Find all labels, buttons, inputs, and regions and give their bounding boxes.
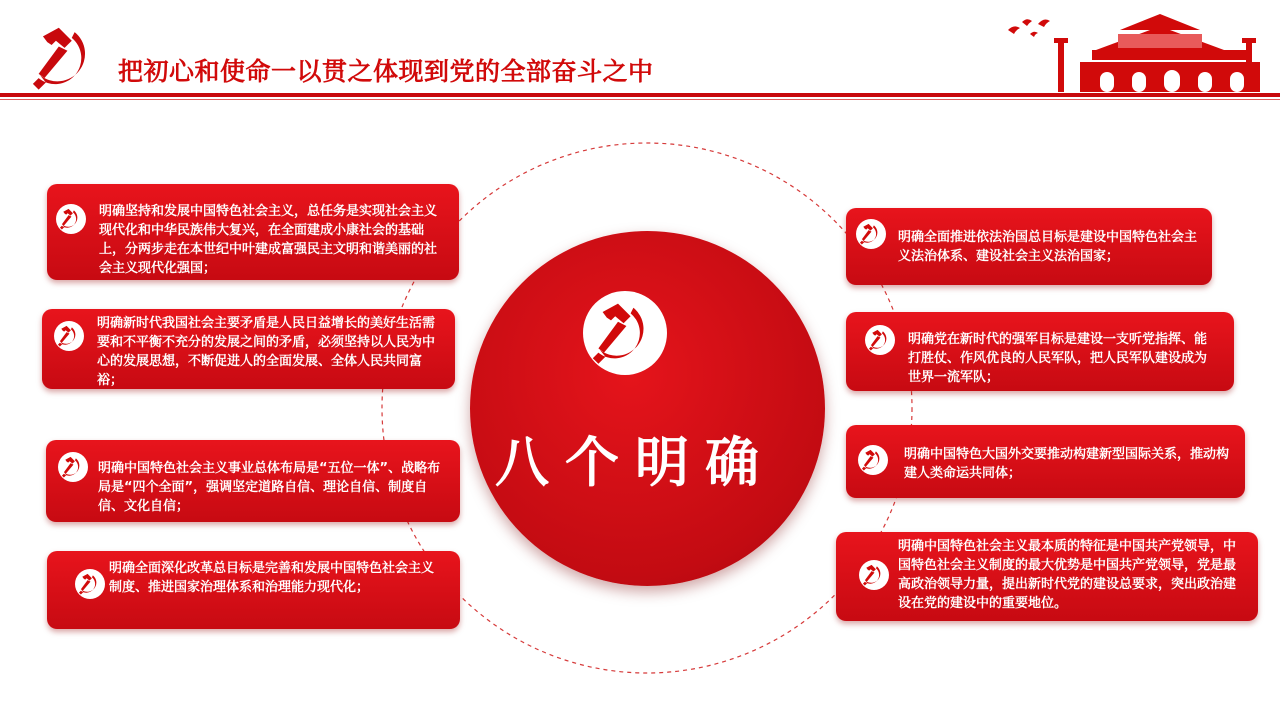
hammer-sickle-icon <box>59 207 83 231</box>
hammer-sickle-icon <box>61 455 85 479</box>
card-text: 明确中国特色社会主义最本质的特征是中国共产党领导，中国特色社会主义制度的最大优势是中国共产党领导，党是最高政治领导力量，提出新时代党的建设总要求，突出政治建设在党的建设中的重要地位。 <box>898 539 1237 611</box>
header-divider-thin <box>0 99 1280 100</box>
hammer-sickle-icon <box>78 572 102 596</box>
card-6 <box>846 312 1234 391</box>
card-text: 明确全面推进依法治国总目标是建设中国特色社会主义法治体系、建设社会主义法治国家； <box>898 230 1198 264</box>
card-text: 明确全面深化改革总目标是完善和发展中国特色社会主义制度、推进国家治理体系和治理能力现代化； <box>109 561 435 595</box>
page-title: 把初心和使命一以贯之体现到党的全部奋斗之中 <box>118 57 654 86</box>
tiananmen-icon <box>1000 0 1280 95</box>
card-text: 明确党在新时代的强军目标是建设一支听党指挥、能打胜仗、作风优良的人民军队，把人民军队建设成为世界一流军队； <box>908 332 1208 385</box>
card-4 <box>47 551 460 629</box>
card-3 <box>46 440 460 522</box>
hammer-sickle-icon <box>868 328 892 352</box>
card-1 <box>47 184 459 280</box>
hammer-sickle-icon <box>859 222 883 246</box>
card-2 <box>42 309 455 389</box>
hammer-sickle-icon <box>862 563 886 587</box>
hammer-sickle-icon <box>861 448 885 472</box>
card-7 <box>846 425 1245 498</box>
center-circle <box>470 231 825 586</box>
card-text: 明确中国特色社会主义事业总体布局是“五位一体”、战略布局是“四个全面”，强调坚定道路自信、理论自信、制度自信、文化自信； <box>98 461 441 514</box>
center-title: 八个明确 <box>495 431 775 494</box>
card-text: 明确坚持和发展中国特色社会主义，总任务是实现社会主义现代化和中华民族伟大复兴，在全面建成小康社会的基础上，分两步走在本世纪中叶建成富强民主文明和谐美丽的社会主义现代化强国； <box>99 204 438 276</box>
hammer-sickle-icon <box>30 22 102 94</box>
card-text: 明确新时代我国社会主要矛盾是人民日益增长的美好生活需要和不平衡不充分的发展之间的矛盾，必须坚持以人民为中心的发展思想，不断促进人的全面发展、全体人民共同富裕； <box>97 316 436 388</box>
hammer-sickle-icon <box>57 324 81 348</box>
card-5 <box>846 208 1212 285</box>
card-text: 明确中国特色大国外交要推动构建新型国际关系，推动构建人类命运共同体； <box>904 447 1230 481</box>
hammer-sickle-icon <box>590 298 660 368</box>
card-8 <box>836 532 1258 621</box>
